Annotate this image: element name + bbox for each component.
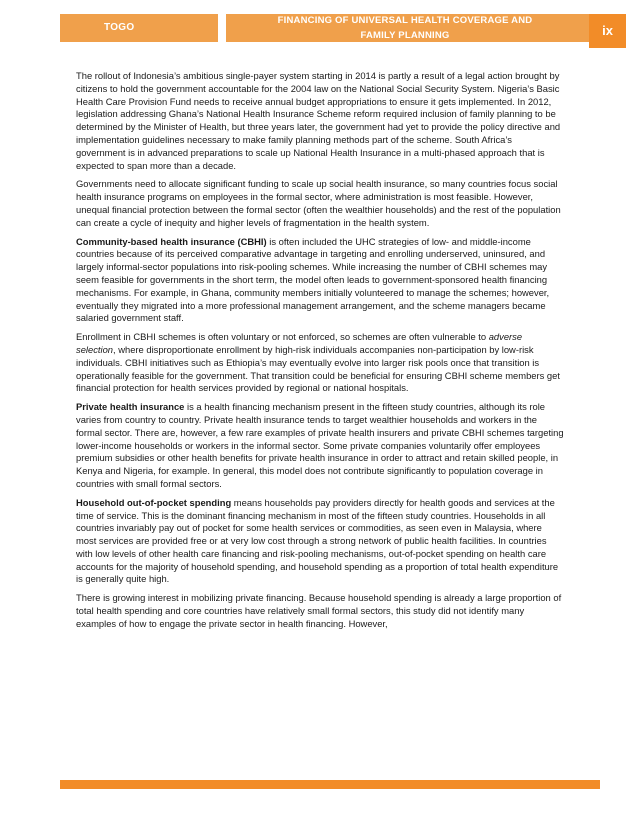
paragraph-4	[76, 331, 564, 395]
footer-bar	[60, 780, 600, 789]
paragraph-6-text: means households pay providers directly for health goods and services at the time of service. This is the dominant financing mechanism in most of the fifteen study countries. Households in all countries invariably pay out of pocket for some health services or commodities, as seen even in Malaysia, where most services are provided free or at very low cost through a strong network of public health facilities. In countries with low levels of other health care financing and risk-pooling mechanisms, out-of-pocket spending on health care accounts for the majority of household spending, and household spending as a proportion of total health expenditure is generally quite high.	[76, 496, 559, 585]
title-line-1: FINANCING OF UNIVERSAL HEALTH COVERAGE AND	[277, 15, 533, 26]
paragraph-5-text: is a health financing mechanism present in the fifteen study countries, although its role varies from country to country. Private health insurance tends to target wealthier households and workers in the formal sector. There are, however, a few rare examples of private health insurers and private CBHI schemes targeting lower-income households or workers in the informal sector. Some private companies voluntarily offer employees premium subsidies or other health benefits for private health insurance in order to attract and retain skilled people, in Kenya and Nigeria, for example. In general, this model does not contribute significantly to population coverage in countries with small formal sectors.	[76, 401, 564, 489]
title-line-2: FAMILY PLANNING	[360, 30, 450, 41]
term-out-of-pocket: Household out-of-pocket spending	[76, 496, 232, 508]
paragraph-4-text: , where disproportionate enrollment by high-risk individuals accompanies non-participation by low-risk individuals. CBHI initiatives such as Ethiopia’s may eventually evolve into larger risk pools once that transition is operationally feasible for the government. That transition could be beneficial for ensuring CBHI scheme members get financial protection for health services provided by regional or national hospitals.	[76, 343, 560, 394]
paragraph-7: There is growing interest in mobilizing private financing. Because household spending is already a large proportion of total health spending and core countries have relatively small formal sectors, this study did not identify many examples of how to engage the private sector in health financing. However,	[76, 592, 562, 629]
paragraph-1: The rollout of Indonesia’s ambitious single-payer system starting in 2014 is partly a result of a legal action brought by citizens to hold the government accountable for the 2004 law on the National Social Security System. Nigeria’s Basic Health Care Provision Fund needs to receive annual budget appropriations to ensure it gets implemented. In 2012, legislation addressing Ghana’s National Health Insurance Scheme reform required inclusion of family planning to be determined by the Minister of Health, but three years later, the government had yet to provide the policy directive and implementation guidelines necessary to make family planning methods part of the scheme. South Africa’s government is in advanced preparations to scale up National Health Insurance in a multi-phased approach that is expected to span more than a decade.	[76, 70, 561, 171]
paragraph-3-text: is often included the UHC strategies of low- and middle-income countries because of its perceived comparative advantage in targeting and enrolling underserved, uninsured, and largely informal-sector populations into risk-pooling schemes. While increasing the number of CBHI schemes may seem feasible for governments in the short term, the model often leads to government-sponsored health financing mechanisms. For example, in Ghana, community members initially volunteered to manage the schemes; however, eventually they migrated into a more professional management arrangement, and the scheme managers became salaried government staff.	[76, 235, 550, 324]
document-title	[232, 13, 578, 43]
body-text	[76, 70, 564, 637]
term-cbhi: Community-based health insurance (CBHI)	[76, 235, 267, 247]
page-header	[0, 0, 638, 50]
paragraph-4-start: Enrollment in CBHI schemes is often voluntary or not enforced, so schemes are often vulnerable to	[76, 331, 489, 343]
paragraph-5	[76, 401, 564, 491]
paragraph-3	[76, 236, 564, 326]
term-private-health-insurance: Private health insurance	[76, 401, 185, 413]
paragraph-6	[76, 497, 564, 587]
term-adverse-selection: adverse selection	[76, 331, 523, 355]
country-label: TOGO	[104, 22, 135, 33]
paragraph-2: Governments need to allocate significant funding to scale up social health insurance, so many countries focus social health insurance programs on employees in the formal sector, where administration is most feasible. However, unequal financial protection between the formal sector (often the wealthier households) and the rest of the population can create a cycle of inequity and higher levels of fragmentation in the health system.	[76, 178, 561, 228]
page-number: ix	[589, 14, 626, 48]
